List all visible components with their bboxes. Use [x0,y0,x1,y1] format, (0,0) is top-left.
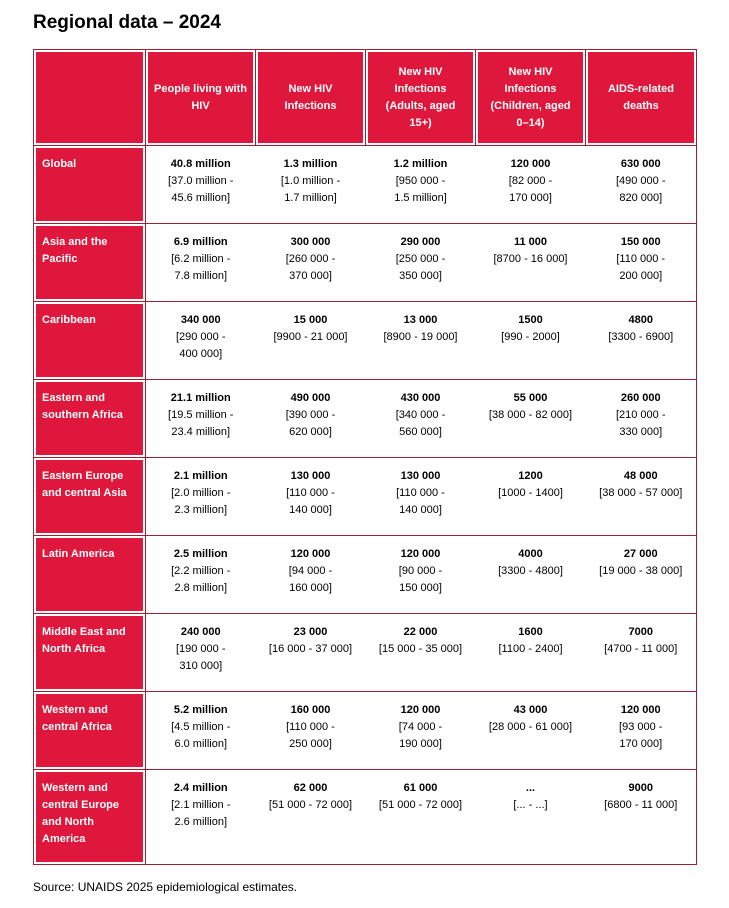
estimate-range: 2.6 million] [174,816,228,828]
table-row [34,302,697,380]
value-cell [586,380,697,458]
estimate-range: [94 000 - [288,565,333,577]
estimate-value: 21.1 million [170,392,231,404]
value-cell [256,770,366,865]
value-cell [476,536,586,614]
value-cell [146,770,256,865]
table-row [34,458,697,536]
estimate-value: ... [525,782,536,794]
column-header: New HIV Infections (Adults, aged 15+) [366,50,476,146]
estimate-value: 150 000 [620,236,661,248]
estimate-range: [9900 - 21 000] [273,331,348,343]
estimate-value: 6.9 million [173,236,228,248]
estimate-range: [28 000 - 61 000] [488,721,573,733]
estimate-range: [38 000 - 82 000] [488,409,573,421]
estimate-value: 61 000 [403,782,438,794]
table-row [34,536,697,614]
value-cell [256,692,366,770]
table-row [34,146,697,224]
estimate-range: [110 000 - [286,721,335,733]
value-cell [256,380,366,458]
estimate-range: [1000 - 1400] [498,487,563,499]
estimate-range: 820 000] [619,192,663,204]
estimate-range: 200 000] [619,270,663,282]
value-cell [146,458,256,536]
estimate-value: 11 000 [513,236,548,248]
estimate-value: 120 000 [400,704,441,716]
value-cell [586,224,697,302]
estimate-range: [15 000 - 35 000] [378,643,463,655]
value-cell [476,692,586,770]
estimate-value: 160 000 [290,704,331,716]
estimate-range: 6.0 million] [174,738,228,750]
estimate-value: 130 000 [400,470,441,482]
value-cell [366,146,476,224]
estimate-range: [8700 - 16 000] [493,253,568,265]
value-cell [366,380,476,458]
region-cell: Eastern Europe and central Asia [34,458,146,536]
region-cell: Eastern and southern Africa [34,380,146,458]
value-cell [586,692,697,770]
estimate-range: [93 000 - [619,721,663,733]
estimate-value: 2.4 million [173,782,228,794]
estimate-range: [2.2 million - [171,565,231,577]
estimate-value: 430 000 [400,392,441,404]
estimate-range: 2.3 million] [174,504,228,516]
estimate-range: [190 000 - [175,643,226,655]
estimate-range: [110 000 - [616,253,666,265]
value-cell [146,614,256,692]
estimate-range: [110 000 - [286,487,335,499]
estimate-range: [990 - 2000] [501,331,560,343]
estimate-range: 330 000] [619,426,663,438]
value-cell [476,146,586,224]
header-row [34,50,697,146]
estimate-value: 22 000 [403,626,438,638]
estimate-value: 120 000 [510,158,551,170]
estimate-value: 120 000 [400,548,441,560]
region-cell: Asia and the Pacific [34,224,146,302]
estimate-range: [74 000 - [398,721,443,733]
value-cell [146,302,256,380]
estimate-range: [340 000 - [395,409,446,421]
value-cell [476,380,586,458]
estimate-range: [1100 - 2400] [498,643,563,655]
estimate-value: 120 000 [620,704,661,716]
estimate-value: 1.3 million [283,158,338,170]
estimate-range: [... - ...] [513,799,548,811]
estimate-value: 290 000 [400,236,441,248]
table-row [34,614,697,692]
value-cell [146,536,256,614]
estimate-range: [1.0 million - [280,175,341,187]
estimate-range: 160 000] [289,582,332,594]
estimate-range: 23.4 million] [171,426,231,438]
value-cell [476,224,586,302]
estimate-range: [950 000 - [395,175,446,187]
estimate-range: 7.8 million] [174,270,228,282]
estimate-range: [3300 - 6900] [608,331,674,343]
estimate-range: [19 000 - 38 000] [599,565,683,577]
estimate-value: 260 000 [620,392,661,404]
estimate-value: 340 000 [180,314,221,326]
region-cell: Western and central Europe and North America [34,770,146,865]
value-cell [146,224,256,302]
estimate-value: 1500 [518,314,543,326]
value-cell [146,380,256,458]
estimate-range: [4.5 million - [171,721,231,733]
value-cell [586,614,697,692]
estimate-range: 1.5 million] [394,192,447,204]
estimate-value: 1.2 million [393,158,448,170]
estimate-value: 48 000 [623,470,658,482]
estimate-range: 170 000] [509,192,552,204]
estimate-range: 400 000] [179,348,223,360]
estimate-range: [390 000 - [285,409,336,421]
estimate-range: [16 000 - 37 000] [268,643,353,655]
estimate-range: 2.8 million] [174,582,228,594]
column-header: New HIV Infections (Children, aged 0–14) [476,50,586,146]
estimate-value: 490 000 [290,392,331,404]
value-cell [256,614,366,692]
value-cell [146,146,256,224]
column-header: AIDS-related deaths [586,50,697,146]
table-row [34,692,697,770]
estimate-value: 62 000 [293,782,328,794]
region-cell: Latin America [34,536,146,614]
value-cell [366,458,476,536]
value-cell [366,302,476,380]
estimate-value: 2.5 million [173,548,228,560]
value-cell [146,692,256,770]
estimate-value: 23 000 [293,626,328,638]
estimate-value: 240 000 [180,626,221,638]
estimate-value: 7000 [628,626,653,638]
value-cell [366,224,476,302]
estimate-range: [37.0 million - [168,175,234,187]
estimate-range: 350 000] [399,270,442,282]
estimate-value: 1600 [518,626,543,638]
value-cell [256,458,366,536]
corner-cell [34,50,146,146]
estimate-range: [51 000 - 72 000] [378,799,463,811]
region-cell: Caribbean [34,302,146,380]
estimate-range: 370 000] [289,270,332,282]
estimate-range: [90 000 - [398,565,443,577]
estimate-value: 9000 [628,782,653,794]
estimate-value: 13 000 [403,314,438,326]
estimate-range: [490 000 - [615,175,666,187]
estimate-range: [6800 - 11 000] [604,799,678,811]
estimate-value: 4800 [628,314,653,326]
table-row [34,380,697,458]
estimate-value: 27 000 [623,548,658,560]
value-cell [256,536,366,614]
value-cell [256,224,366,302]
estimate-value: 130 000 [290,470,331,482]
source-note: Source: UNAIDS 2025 epidemiological estimates. [33,880,298,894]
estimate-value: 15 000 [293,314,328,326]
value-cell [256,146,366,224]
value-cell [366,614,476,692]
page-title: Regional data – 2024 [33,12,221,33]
value-cell [476,458,586,536]
estimate-range: [19.5 million - [168,409,234,421]
table-row [34,770,697,865]
estimate-value: 4000 [518,548,543,560]
value-cell [366,770,476,865]
estimate-range: 560 000] [399,426,442,438]
table-row [34,224,697,302]
estimate-value: 630 000 [620,158,661,170]
estimate-value: 2.1 million [173,470,228,482]
estimate-range: [2.0 million - [171,487,231,499]
estimate-range: [260 000 - [285,253,336,265]
estimate-range: 1.7 million] [284,192,337,204]
value-cell [476,614,586,692]
estimate-range: [6.2 million - [171,253,231,265]
estimate-range: 45.6 million] [171,192,231,204]
value-cell [586,302,697,380]
value-cell [586,146,697,224]
estimate-range: [210 000 - [615,409,666,421]
estimate-range: 140 000] [399,504,442,516]
estimate-range: 310 000] [179,660,223,672]
estimate-value: 43 000 [513,704,548,716]
estimate-value: 120 000 [290,548,331,560]
estimate-range: [51 000 - 72 000] [268,799,353,811]
estimate-value: 55 000 [513,392,548,404]
region-cell: Western and central Africa [34,692,146,770]
value-cell [476,302,586,380]
value-cell [256,302,366,380]
column-header: New HIV Infections [256,50,366,146]
region-cell: Middle East and North Africa [34,614,146,692]
estimate-range: 190 000] [399,738,442,750]
estimate-range: [4700 - 11 000] [604,643,678,655]
value-cell [586,536,697,614]
estimate-range: [38 000 - 57 000] [599,487,683,499]
estimate-range: [8900 - 19 000] [383,331,458,343]
value-cell [586,770,697,865]
estimate-value: 5.2 million [173,704,228,716]
value-cell [476,770,586,865]
region-cell: Global [34,146,146,224]
value-cell [366,692,476,770]
estimate-range: 170 000] [619,738,663,750]
estimate-range: [3300 - 4800] [498,565,563,577]
estimate-range: 620 000] [289,426,332,438]
regional-data-table [33,49,697,865]
estimate-range: 250 000] [289,738,332,750]
estimate-range: [110 000 - [396,487,445,499]
column-header: People living with HIV [146,50,256,146]
value-cell [586,458,697,536]
estimate-value: 300 000 [290,236,331,248]
estimate-value: 40.8 million [170,158,231,170]
estimate-range: [290 000 - [175,331,226,343]
estimate-value: 1200 [518,470,543,482]
estimate-range: [82 000 - [508,175,553,187]
estimate-range: 150 000] [399,582,442,594]
estimate-range: 140 000] [289,504,332,516]
estimate-range: [2.1 million - [171,799,231,811]
estimate-range: [250 000 - [395,253,446,265]
value-cell [366,536,476,614]
